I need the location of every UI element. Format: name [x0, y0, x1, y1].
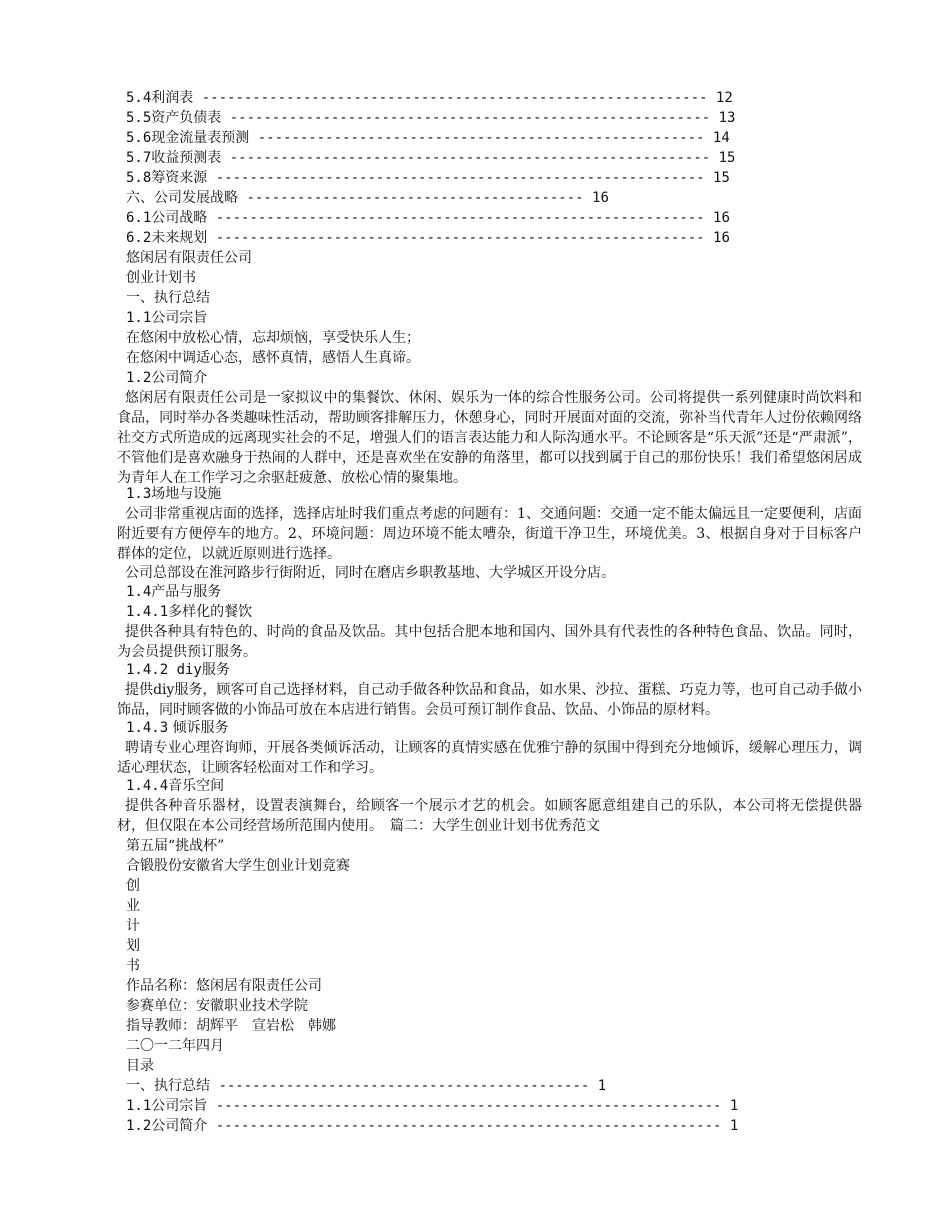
- intro-paragraph: 悠闲居有限责任公司是一家拟议中的集餐饮、休闲、娱乐为一体的综合性服务公司。公司将提供一系列健康时尚饮料和食品，同时举办各类趣味性活动，帮助顾客排解压力，休憩身心，同时开展面对面的交流，弥补当代青年人过份依赖网络社交方式所造成的远离现实社会的不足，增强人们的语言表达能力和人际沟通水平。不论顾客是“乐天派”还是“严肃派”，不管他们是喜欢融身于热闹的人群中，还是喜欢坐在安静的角落里，都可以找到属于自己的那份快乐！我们希望悠闲居成为青年人在工作学习之余驱赶疲惫、放松心情的聚集地。: [117, 390, 862, 486]
- toc-row: 5.6现金流量表预测 ----------------------------------------------------- 14: [126, 130, 730, 146]
- subsection-heading: 1.4产品与服务: [126, 584, 222, 600]
- contest-subtitle: 合锻股份安徽省大学生创业计划竞赛: [126, 858, 350, 874]
- music-paragraph: 提供各种音乐器材，设置表演舞台，给顾客一个展示才艺的机会。如顾客愿意组建自己的乐队，本公司将无偿提供器材，但仅限在本公司经营场所范围内使用。 篇二：大学生创业计划书优秀范文: [117, 798, 862, 834]
- company-name: 悠闲居有限责任公司: [126, 250, 252, 266]
- subsection-heading: 1.4.4音乐空间: [126, 778, 225, 794]
- toc-row: 6.1公司战略 ---------------------------------------------------------- 16: [126, 210, 730, 226]
- advisors: 指导教师：胡辉平 宣岩松 韩娜: [126, 1018, 336, 1034]
- vertical-char: 创: [126, 878, 140, 894]
- talk-paragraph: 聘请专业心理咨询师，开展各类倾诉活动，让顾客的真情实感在优雅宁静的氛围中得到充分地倾诉，缓解心理压力，调适心理状态，让顾客轻松面对工作和学习。: [117, 740, 862, 776]
- toc-row: 5.4利润表 ------------------------------------------------------------ 12: [126, 90, 733, 106]
- toc-row: 1.2公司简介 ------------------------------------------------------------ 1: [126, 1118, 739, 1134]
- vertical-char: 书: [126, 958, 140, 974]
- purpose-line: 在悠闲中调适心态，感怀真情，感悟人生真谛。: [126, 350, 420, 366]
- toc-label: 目录: [126, 1058, 154, 1074]
- food-paragraph: 提供各种具有特色的、时尚的食品及饮品。其中包括合肥本地和国内、国外具有代表性的各种特色食品、饮品。同时，为会员提供预订服务。: [117, 624, 862, 660]
- contest-title: 第五届“挑战杯”: [126, 838, 225, 854]
- participant-unit: 参赛单位：安徽职业技术学院: [126, 998, 308, 1014]
- document-title: 创业计划书: [126, 270, 196, 286]
- vertical-char: 业: [126, 898, 140, 914]
- toc-row: 5.7收益预测表 --------------------------------------------------------- 15: [126, 150, 736, 166]
- purpose-line: 在悠闲中放松心情，忘却烦恼，享受快乐人生；: [126, 330, 420, 346]
- subsection-heading: 1.4.2 diy服务: [126, 662, 230, 678]
- vertical-char: 划: [126, 938, 140, 954]
- subsection-heading: 1.2公司简介: [126, 370, 208, 386]
- toc-row: 一、执行总结 -------------------------------------------- 1: [126, 1078, 607, 1094]
- date: 二〇一二年四月: [126, 1038, 224, 1054]
- subsection-heading: 1.4.1多样化的餐饮: [126, 604, 253, 620]
- subsection-heading: 1.3场地与设施: [126, 486, 222, 502]
- vertical-char: 计: [126, 918, 140, 934]
- toc-row: 5.8筹资来源 ---------------------------------------------------------- 15: [126, 170, 730, 186]
- section-heading: 一、执行总结: [126, 290, 210, 306]
- site-paragraph: 公司总部设在淮河路步行街附近，同时在磨店乡职教基地、大学城区开设分店。: [125, 565, 615, 581]
- subsection-heading: 1.1公司宗旨: [126, 310, 208, 326]
- work-name: 作品名称：悠闲居有限责任公司: [126, 978, 322, 994]
- toc-row: 6.2未来规划 ---------------------------------------------------------- 16: [126, 230, 730, 246]
- toc-row: 1.1公司宗旨 ------------------------------------------------------------ 1: [126, 1098, 739, 1114]
- toc-row: 5.5资产负债表 --------------------------------------------------------- 13: [126, 110, 736, 126]
- diy-paragraph: 提供diy服务，顾客可自己选择材料，自己动手做各种饮品和食品，如水果、沙拉、蛋糕、巧克力等，也可自己动手做小饰品，同时顾客做的小饰品可放在本店进行销售。会员可预订制作食品、饮品、小饰品的原材料。: [117, 682, 862, 718]
- toc-row: 六、公司发展战略 ---------------------------------------- 16: [126, 190, 609, 206]
- subsection-heading: 1.4.3 倾诉服务: [126, 720, 229, 736]
- site-paragraph: 公司非常重视店面的选择，选择店址时我们重点考虑的问题有：1、交通问题：交通一定不能太偏远且一定要便利，店面附近要有方便停车的地方。2、环境问题：周边环境不能太嘈杂，街道干净卫生，环境优美。3、根据自身对于目标客户群体的定位，以就近原则进行选择。: [117, 506, 862, 562]
